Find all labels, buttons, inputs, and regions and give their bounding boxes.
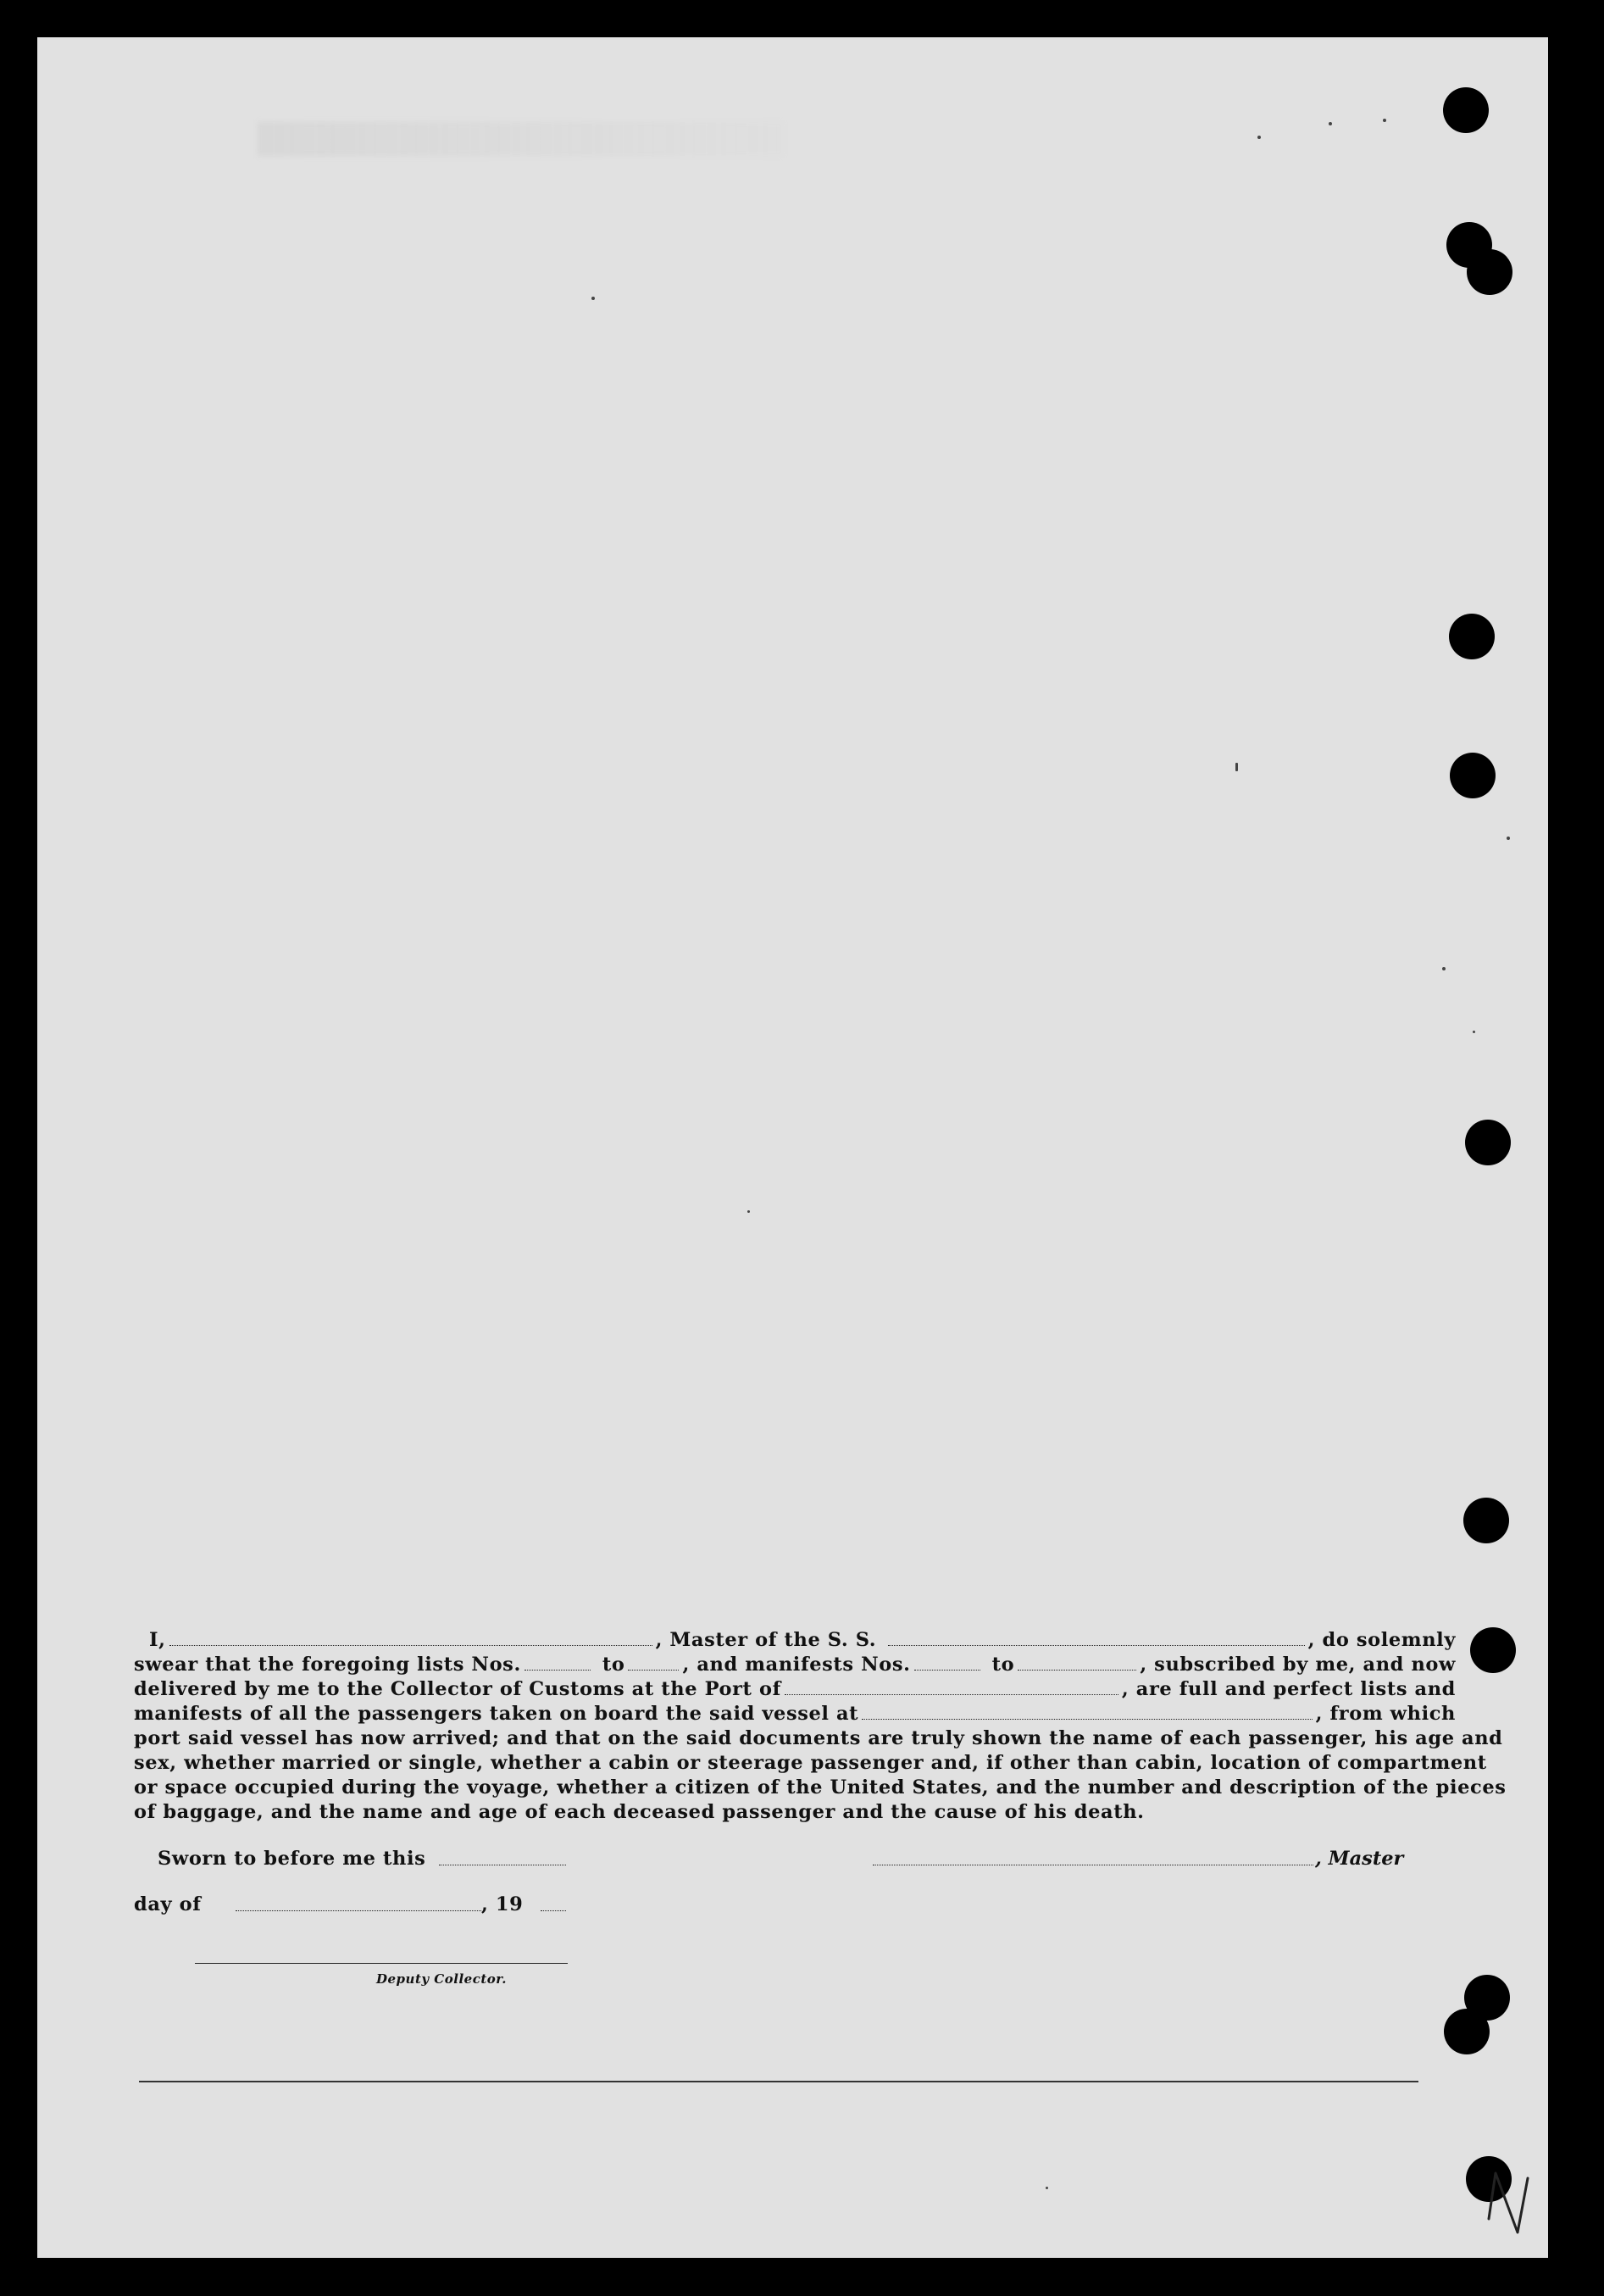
oath-full: , are full and perfect lists and xyxy=(1121,1678,1456,1700)
oath-i: I, xyxy=(149,1629,166,1651)
punch-hole xyxy=(1450,753,1496,798)
punch-hole xyxy=(1465,1120,1511,1165)
year-blank xyxy=(541,1910,566,1911)
manifest-to-blank xyxy=(1018,1654,1136,1671)
show-through-smudge xyxy=(258,122,783,156)
deputy-collector-label: Deputy Collector. xyxy=(376,1971,508,1987)
oath-line-6: sex, whether married or single, whether a cabin or steerage passenger and, if other than cabin, location of compartment xyxy=(134,1752,1487,1774)
oath-to-1: to xyxy=(602,1654,625,1676)
master-name-blank xyxy=(169,1630,652,1646)
speck xyxy=(1046,2187,1048,2189)
day-of-label: day of xyxy=(134,1893,202,1915)
handwritten-mark xyxy=(1474,2158,1541,2243)
oath-line-7: or space occupied during the voyage, whether a citizen of the United States, and the number and description of the pieces xyxy=(134,1776,1507,1798)
speck xyxy=(1442,967,1446,970)
oath-swear: swear that the foregoing lists Nos. xyxy=(134,1654,521,1676)
manifest-from-blank xyxy=(914,1654,980,1671)
speck xyxy=(1383,119,1386,122)
oath-line-2 xyxy=(134,1653,1456,1677)
speck xyxy=(1507,837,1510,840)
sworn-label: Sworn to before me this xyxy=(158,1848,426,1870)
ship-name-blank xyxy=(888,1630,1304,1646)
year-label: , 19 xyxy=(481,1893,524,1915)
speck xyxy=(591,297,595,300)
master-label: , Master xyxy=(1315,1848,1404,1870)
oath-manifests-all: manifests of all the passengers taken on board the said vessel at xyxy=(134,1703,859,1725)
bottom-rule xyxy=(139,2081,1418,2082)
oath-paragraph xyxy=(134,1628,1507,1825)
list-to-blank xyxy=(628,1654,679,1671)
punch-hole xyxy=(1443,87,1489,133)
oath-line-8: of baggage, and the name and age of each deceased passenger and the cause of his death. xyxy=(134,1801,1145,1823)
oath-to-2: to xyxy=(991,1654,1015,1676)
oath-manifests: , and manifests Nos. xyxy=(682,1654,911,1676)
speck xyxy=(747,1210,750,1213)
port-blank xyxy=(785,1679,1118,1695)
oath-solemnly: , do solemnly xyxy=(1307,1629,1456,1651)
punch-hole xyxy=(1463,1498,1509,1543)
oath-subscribed: , subscribed by me, and now xyxy=(1140,1654,1456,1676)
document-page xyxy=(37,37,1548,2258)
oath-line-5: port said vessel has now arrived; and that on the said documents are truly shown the name of each passenger, his age and xyxy=(134,1727,1503,1749)
punch-hole xyxy=(1449,614,1495,659)
speck xyxy=(1257,136,1261,139)
oath-line-1 xyxy=(134,1628,1456,1653)
oath-line-3 xyxy=(134,1677,1456,1702)
oath-line-4 xyxy=(134,1702,1456,1726)
punch-hole xyxy=(1467,249,1512,295)
oath-delivered: delivered by me to the Collector of Customs at the Port of xyxy=(134,1678,781,1700)
oath-master-of: , Master of the S. S. xyxy=(655,1629,877,1651)
oath-from: , from which xyxy=(1315,1703,1456,1725)
departure-port-blank xyxy=(862,1704,1312,1720)
deputy-signature-line xyxy=(195,1963,568,1964)
speck xyxy=(1473,1031,1475,1033)
speck xyxy=(1235,763,1238,771)
month-blank xyxy=(236,1910,481,1911)
speck xyxy=(1329,122,1332,125)
punch-hole xyxy=(1444,2009,1490,2054)
list-from-blank xyxy=(524,1654,591,1671)
punch-hole xyxy=(1470,1627,1516,1673)
